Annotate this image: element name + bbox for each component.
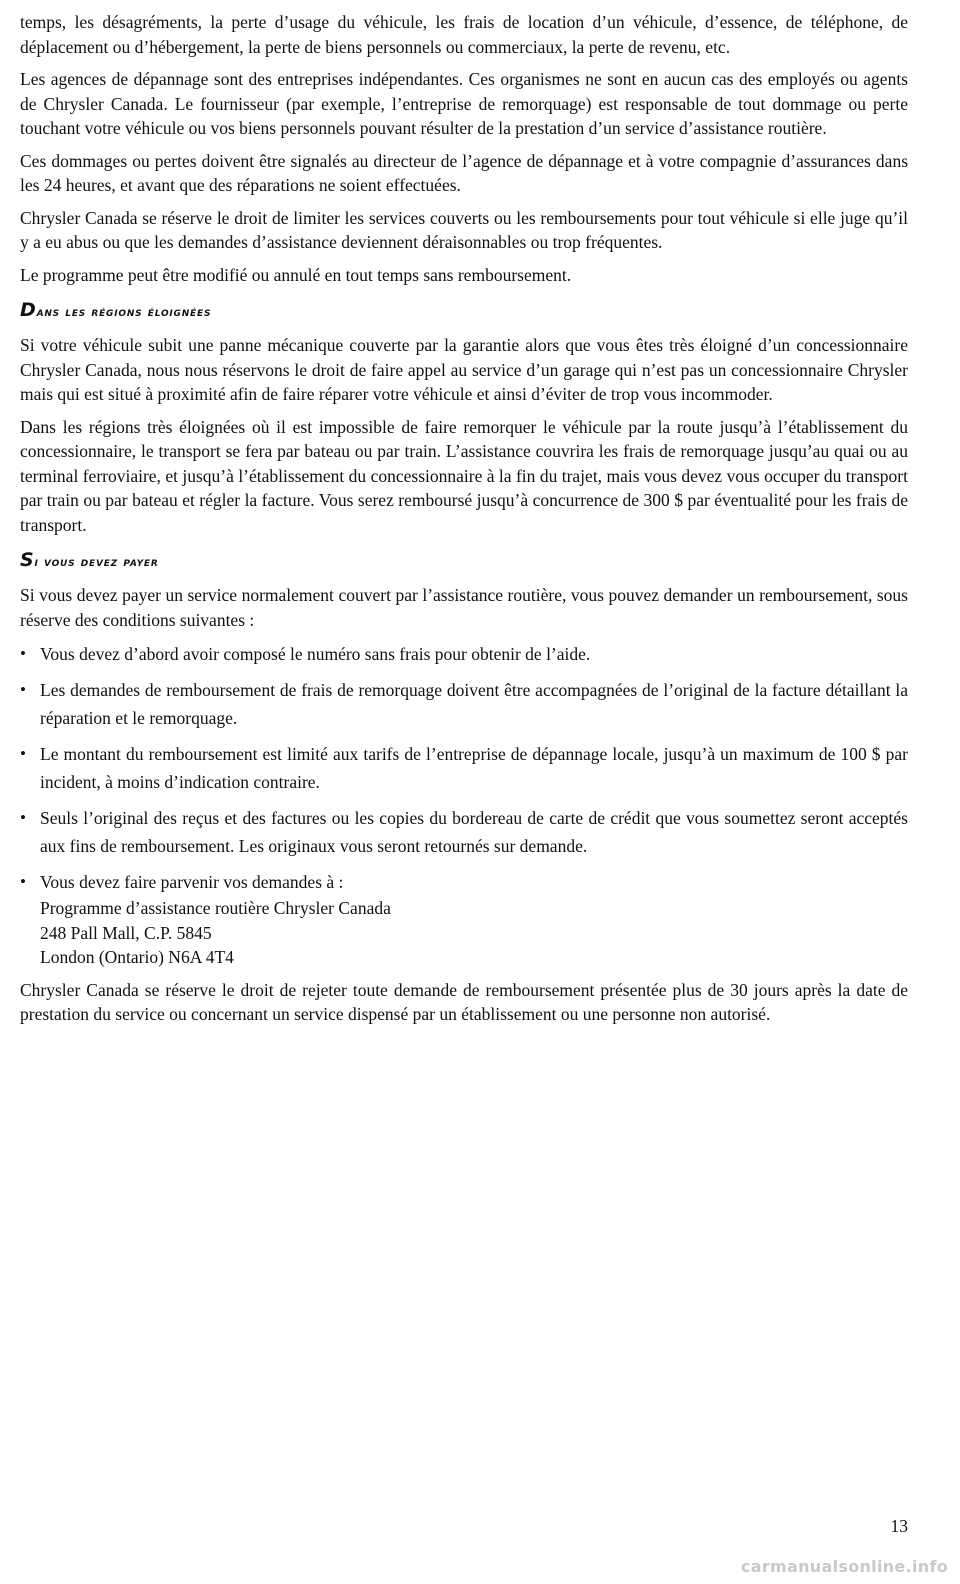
list-item (20, 868, 908, 970)
document-page (20, 10, 908, 1035)
paragraph: Si votre véhicule subit une panne mécanique couverte par la garantie alors que vous êtes très éloigné d’un concessionnaire Chrysler Canada, nous nous réservons le droit de faire appel au service d’un garage qui n’est pas un concessionnaire Chrysler mais qui est situé à proximité afin de faire réparer votre véhicule et ainsi d’éviter de trop vous incommoder. (20, 335, 908, 404)
bullet-icon: • (20, 808, 26, 827)
list-item (20, 804, 908, 860)
list-item (20, 676, 908, 732)
heading-initial: D (20, 299, 37, 321)
paragraph: Le programme peut être modifié ou annulé en tout temps sans remboursement. (20, 264, 572, 285)
bullet-icon: • (20, 872, 26, 891)
list-item (20, 640, 908, 668)
heading-rest: ans les régions éloignées (36, 305, 212, 320)
list-item-text: Vous devez d’abord avoir composé le numéro sans frais pour obtenir de l’aide. (40, 644, 591, 664)
list-item-text: Les demandes de remboursement de frais de remorquage doivent être accompagnées de l’original de la facture détaillant la réparation et le remorquage. (40, 680, 908, 728)
address-line: Programme d’assistance routière Chrysler Canada (40, 898, 391, 918)
paragraph: Si vous devez payer un service normalement couvert par l’assistance routière, vous pouvez demander un remboursement, sous réserve des conditions suivantes : (20, 585, 908, 630)
paragraph: Les agences de dépannage sont des entreprises indépendantes. Ces organismes ne sont en aucun cas des employés ou agents de Chrysler Canada. Le fournisseur (par exemple, l’entreprise de remorquage) est responsable de tout dommage ou perte touchant votre véhicule ou vos biens personnels pouvant résulter de la prestation d’un service d’assistance routière. (20, 69, 908, 138)
paragraph: Ces dommages ou pertes doivent être signalés au directeur de l’agence de dépannage et à votre compagnie d’assurances dans les 24 heures, et avant que des réparations ne soient effectuées. (20, 150, 908, 195)
conditions-list (20, 640, 908, 970)
section-heading-remote-regions (20, 299, 908, 324)
address-line: London (Ontario) N6A 4T4 (40, 947, 234, 967)
bullet-icon: • (20, 744, 26, 763)
paragraph: Chrysler Canada se réserve le droit de rejeter toute demande de remboursement présentée plus de 30 jours après la date de prestation du service ou concernant un service dispensé par un établissement ou une personne non autorisé. (20, 979, 908, 1024)
watermark: carmanualsonline.info (740, 1557, 948, 1576)
list-item (20, 740, 908, 796)
section-heading-if-you-pay (20, 549, 908, 574)
list-item-text: Le montant du remboursement est limité aux tarifs de l’entreprise de dépannage locale, jusqu’à un maximum de 100 $ par incident, à moins d’indication contraire. (40, 744, 908, 792)
address-line: 248 Pall Mall, C.P. 5845 (40, 922, 212, 943)
heading-initial: S (20, 549, 35, 571)
paragraph: Chrysler Canada se réserve le droit de limiter les services couverts ou les remboursements pour tout véhicule si elle juge qu’il y a eu abus ou que les demandes d’assistance deviennent déraisonnables ou trop fréquentes. (20, 207, 908, 252)
page-number: 13 (890, 1516, 908, 1536)
bullet-icon: • (20, 680, 26, 699)
bullet-icon: • (20, 644, 26, 663)
paragraph: Dans les régions très éloignées où il est impossible de faire remorquer le véhicule par la route jusqu’à l’établissement du concessionnaire, le transport se fera par bateau ou par train. L’assistance couvrira les frais de remorquage jusqu’au quai ou au terminal ferroviaire, et jusqu’à l’établissement du concessionnaire à la fin du trajet, mais vous devez vous occuper du transport par train ou par bateau et régler la facture. Vous serez remboursé jusqu’à concurrence de 300 $ par éventualité pour les frais de transport. (20, 416, 908, 535)
heading-rest: i vous devez payer (34, 555, 159, 570)
paragraph: temps, les désagréments, la perte d’usage du véhicule, les frais de location d’un véhicule, d’essence, de téléphone, de déplacement ou d’hébergement, la perte de biens personnels ou commerciaux, la perte de revenu, etc. (20, 12, 908, 57)
list-item-text: Seuls l’original des reçus et des factures ou les copies du bordereau de carte de crédit que vous soumettez seront acceptés aux fins de remboursement. Les originaux vous seront retournés sur demande. (40, 808, 908, 856)
list-item-text: Vous devez faire parvenir vos demandes à : (40, 872, 344, 892)
